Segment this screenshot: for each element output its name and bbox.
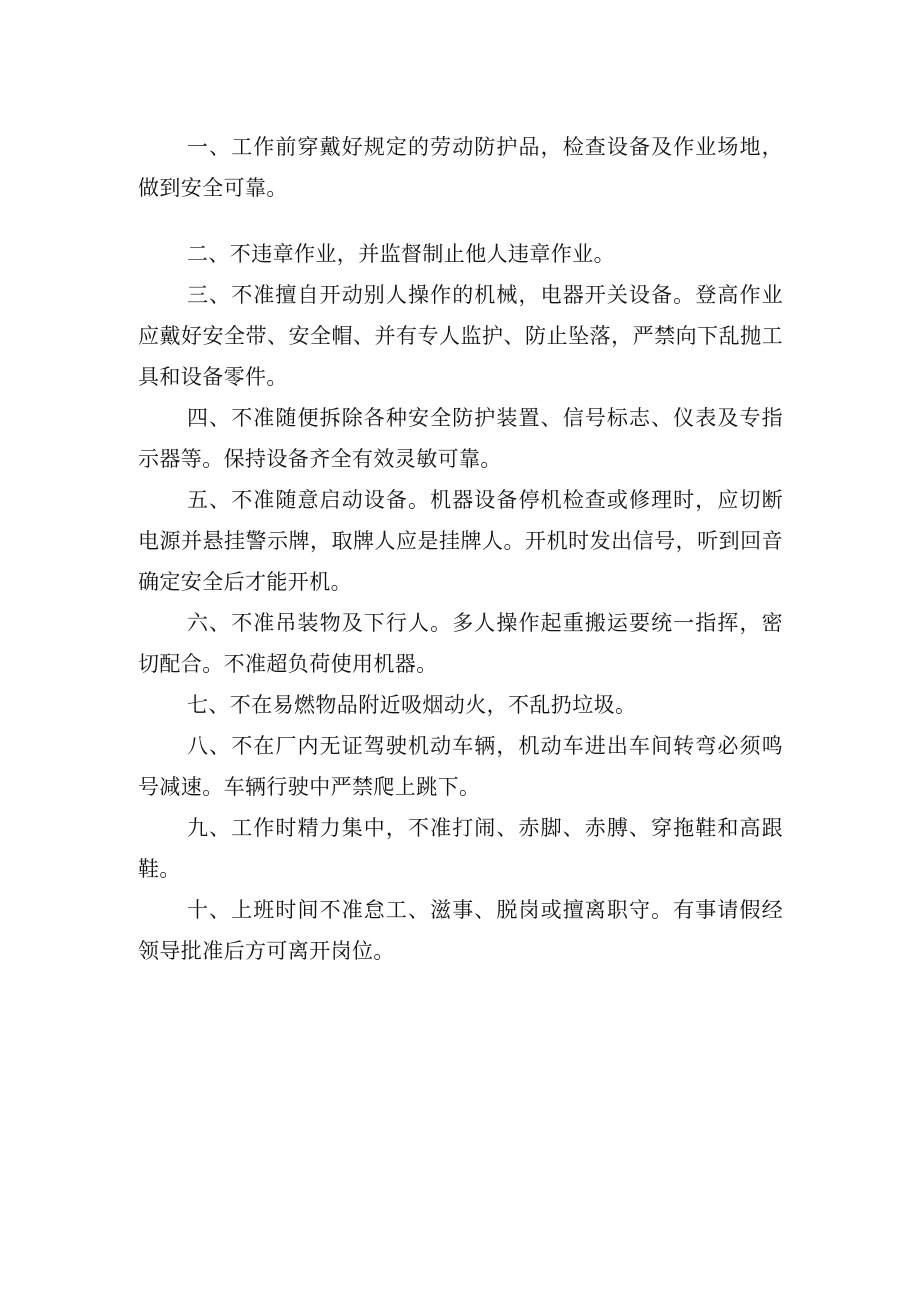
rule-6: 六、不准吊装物及下行人。多人操作起重搬运要统一指挥，密切配合。不准超负荷使用机器。 [138, 611, 783, 676]
rule-9: 九、工作时精力集中，不准打闹、赤脚、赤膊、穿拖鞋和高跟鞋。 [138, 816, 783, 881]
rule-7: 七、不在易燃物品附近吸烟动火，不乱扔垃圾。 [187, 693, 637, 717]
rules-list [138, 127, 783, 972]
rule-5: 五、不准随意启动设备。机器设备停机检查或修理时，应切断电源并悬挂警示牌，取牌人应是挂牌人。开机时发出信号，听到回音确定安全后才能开机。 [138, 488, 783, 594]
rule-1: 一、工作前穿戴好规定的劳动防护品，检查设备及作业场地，做到安全可靠。 [138, 135, 783, 200]
rule-10: 十、上班时间不准怠工、滋事、脱岗或擅离职守。有事请假经领导批准后方可离开岗位。 [138, 898, 783, 963]
rule-3: 三、不准擅自开动别人操作的机械，电器开关设备。登高作业应戴好安全带、安全帽、并有专人监护、防止坠落，严禁向下乱抛工具和设备零件。 [138, 283, 783, 389]
rule-2: 二、不违章作业，并监督制止他人违章作业。 [187, 242, 615, 266]
rule-8: 八、不在厂内无证驾驶机动车辆，机动车进出车间转弯必须鸣号减速。车辆行驶中严禁爬上跳下。 [138, 734, 783, 799]
rule-4: 四、不准随便拆除各种安全防护装置、信号标志、仪表及专指示器等。保持设备齐全有效灵敏可靠。 [138, 406, 783, 471]
